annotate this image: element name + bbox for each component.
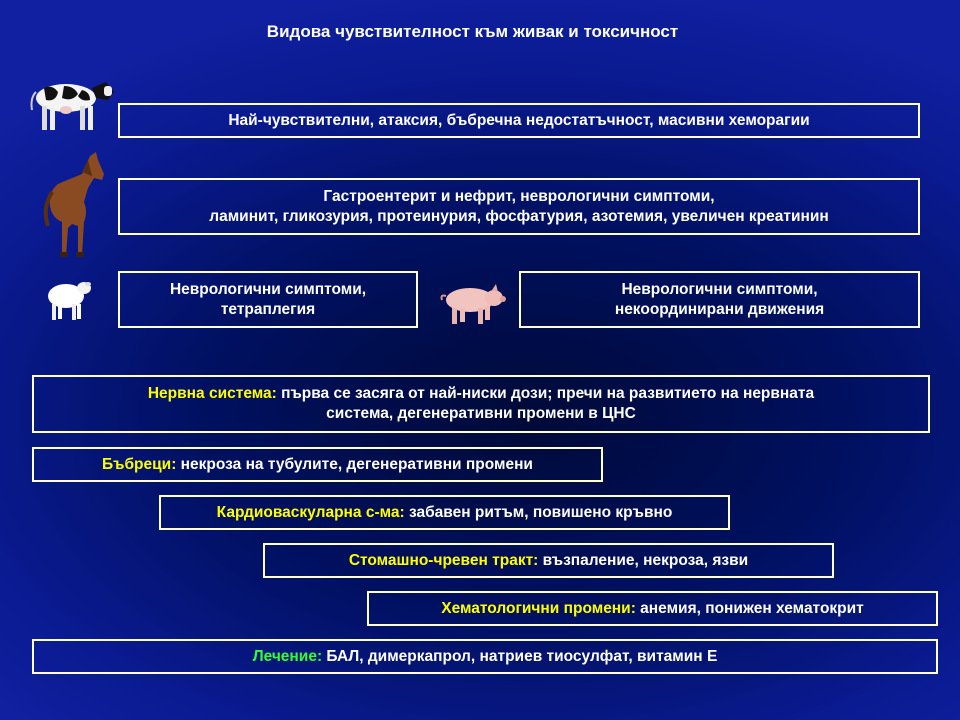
pig-effects-line2: некоординирани движения: [614, 300, 825, 318]
horse-icon: [38, 152, 110, 264]
cardiovascular-label: Кардиоваскуларна с-ма:: [216, 503, 405, 521]
cardiovascular-line: [217, 503, 673, 523]
nervous-system-text2: система, дегенеративни промени в ЦНС: [326, 405, 636, 422]
pig-effects-line1: Неврологични симптоми,: [621, 280, 818, 298]
gastrointestinal-text: възпаление, некроза, язви: [538, 551, 749, 569]
gastrointestinal-line: [349, 551, 748, 571]
page-title: Видова чувствителност към живак и токсичност: [266, 22, 679, 41]
treatment-line: [253, 647, 718, 667]
cardiovascular-box: [159, 495, 730, 530]
pig-effects-box: [519, 271, 920, 328]
sheep-effects-box: [118, 271, 418, 328]
sheep-effects-line2: тетраплегия: [220, 300, 316, 318]
nervous-system-label: Нервна система:: [147, 385, 277, 402]
pig-icon: [440, 282, 508, 326]
kidneys-line: [102, 455, 533, 475]
hematology-box: [367, 591, 938, 626]
nervous-system-line1: [148, 384, 814, 404]
kidneys-box: [32, 447, 603, 482]
hematology-text: анемия, понижен хематокрит: [635, 599, 864, 617]
hematology-label: Хематологични промени:: [441, 599, 636, 617]
hematology-line: [441, 599, 864, 619]
cow-icon: [26, 76, 116, 134]
kidneys-text: некроза на тубулите, дегенеративни промени: [176, 455, 533, 473]
nervous-system-text1: първа се засяга от най-ниски дози; пречи на развитието на нервната: [276, 385, 815, 402]
cow-effects-text: Най-чувствителни, атаксия, бъбречна недостатъчност, масивни хеморагии: [228, 111, 810, 129]
sheep-effects-line1: Неврологични симптоми,: [169, 280, 367, 298]
horse-effects-line1: Гастроентерит и нефрит, неврологични симптоми,: [323, 187, 715, 205]
kidneys-label: Бъбреци:: [102, 455, 177, 473]
cow-effects-box: [118, 103, 920, 138]
horse-effects-box: [118, 178, 920, 235]
nervous-system-box: [32, 375, 930, 433]
cardiovascular-text: забавен ритъм, повишено кръвно: [404, 503, 673, 521]
treatment-box: [32, 639, 938, 674]
horse-effects-line2: ламинит, гликозурия, протеинурия, фосфатурия, азотемия, увеличен креатинин: [209, 207, 829, 225]
gastrointestinal-label: Стомашно-чревен тракт:: [348, 551, 539, 569]
treatment-label: Лечение:: [252, 647, 323, 665]
sheep-icon: [44, 276, 94, 322]
treatment-text: БАЛ, димеркапрол, натриев тиосулфат, витамин Е: [322, 647, 718, 665]
gastrointestinal-box: [263, 543, 834, 578]
